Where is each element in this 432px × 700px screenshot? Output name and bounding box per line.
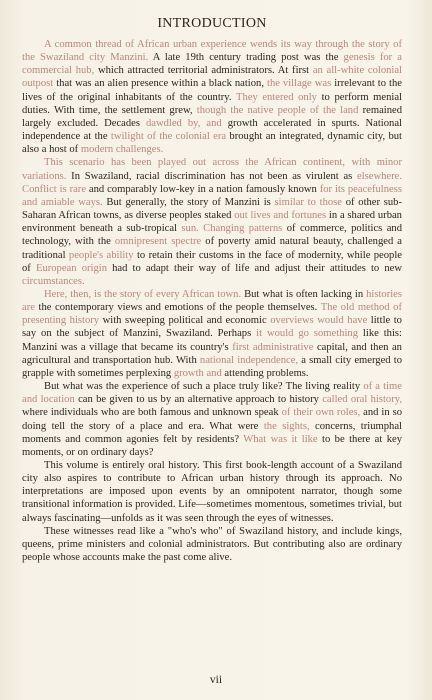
- text-segment: concerns, triumphal moments and common agonies felt by residents?: [22, 420, 402, 445]
- text-segment: In Swaziland, racial discrimination has not been as virulent as: [66, 170, 357, 182]
- faded-text-segment: European origin: [35, 262, 107, 274]
- faded-text-segment: histories are: [22, 288, 402, 314]
- text-segment: which attracted territorial administrators. At first: [94, 65, 313, 77]
- faded-text-segment: an all-white colonial outpost: [22, 65, 403, 90]
- text-segment: irrelevant to the lives of the original inhabitants of the country.: [22, 78, 402, 103]
- text-segment: to retain their customs in the face of modernity, while people of: [22, 249, 402, 274]
- faded-text-segment: A common thread of African urban experience wends its way through the story of the Swaziland city Manzini.: [22, 39, 402, 64]
- page-title: INTRODUCTION: [157, 16, 267, 31]
- faded-text-segment: of their own roles,: [281, 407, 361, 419]
- faded-text-segment: similar to those: [274, 196, 342, 208]
- faded-text-segment: What was it like: [243, 433, 318, 445]
- text-segment: that was an alien presence within a black nation,: [53, 78, 267, 90]
- paragraph: [22, 38, 402, 156]
- text-segment: These witnesses read like a "who's who" of Swaziland history, and include kings, queens, prime ministers and colonial administrators. But contributing also are ordinary people whose accounts make the past come alive.: [22, 525, 402, 564]
- faded-text-segment: it would go something: [256, 328, 359, 340]
- text-segment: the contemporary views and emotions of the people themselves.: [34, 302, 321, 314]
- faded-text-segment: out lives and fortunes: [234, 210, 327, 222]
- text-segment: a small city emerged to grapple with sometimes perplexing: [22, 354, 403, 379]
- text-segment: growth accelerated in spurts. National independence at the: [22, 117, 402, 143]
- faded-text-segment: circumstances.: [22, 275, 85, 287]
- text-segment: remained largely excluded. Decades: [22, 104, 403, 129]
- text-segment: to be there at key moments, or on ordinary days?: [22, 433, 402, 458]
- paragraph: [22, 156, 402, 288]
- paragraph: [22, 525, 402, 564]
- faded-text-segment: for its peacefulness and amiable ways.: [22, 183, 402, 208]
- page-number: vii: [209, 674, 223, 686]
- body-text: [22, 38, 402, 564]
- text-segment: little to say on the subject of Manzini, Swaziland. Perhaps: [22, 315, 402, 340]
- faded-text-segment: people's ability: [68, 249, 134, 261]
- faded-text-segment: This scenario has been played out across the African continent, with minor variations.: [22, 157, 402, 182]
- text-segment: attending problems.: [221, 367, 309, 379]
- text-segment: But what is often lacking in: [241, 288, 367, 300]
- faded-text-segment: omnipresent spectre: [114, 236, 202, 248]
- faded-text-segment: the village was: [267, 78, 332, 90]
- paragraph: [22, 288, 402, 380]
- text-segment: to perform menial duties. With time, the settlement grew,: [22, 91, 402, 116]
- text-segment: But generally, the story of Manzini is: [102, 196, 275, 208]
- faded-text-segment: national independence,: [199, 354, 299, 366]
- text-segment: of commerce, politics and technology, with the: [22, 223, 402, 248]
- text-segment: capital, and then an agricultural and transportation hub. With: [22, 341, 402, 366]
- text-segment: of poverty amid natural beauty, challenged a traditional: [22, 236, 402, 261]
- faded-text-segment: twilight of the colonial era: [110, 131, 227, 143]
- faded-text-segment: They entered only: [235, 91, 317, 103]
- text-segment: in a shared urban environment beneath a sub-tropical: [22, 210, 402, 235]
- text-segment: with sweeping political and economic: [99, 315, 271, 327]
- faded-text-segment: dawdled by, and: [145, 117, 222, 129]
- text-segment: and in so doing tell the story of a place and era. What were: [22, 407, 403, 432]
- text-segment: But what was the experience of such a place truly like? The living reality: [44, 381, 364, 393]
- paragraph: [22, 380, 402, 459]
- text-segment: and comparably low-key in a nation famously known: [86, 183, 320, 195]
- text-segment: can be given to us by an alternative approach to history: [74, 394, 323, 406]
- faded-text-segment: Here, then, is the story of every African town.: [44, 288, 242, 300]
- faded-text-segment: though the native people of the land: [196, 104, 359, 116]
- faded-text-segment: overviews would have: [270, 315, 368, 327]
- text-segment: where individuals who are both famous and unknown speak: [22, 407, 282, 419]
- faded-text-segment: called oral history,: [322, 394, 402, 406]
- faded-text-segment: the sights,: [263, 420, 310, 432]
- faded-text-segment: first administrative: [232, 341, 314, 353]
- faded-text-segment: The old method of presenting history: [22, 302, 402, 327]
- faded-text-segment: of a time and location: [22, 381, 402, 406]
- text-segment: This volume is entirely oral history. This first book-length account of a Swaziland city also aspires to contribute to African urban history through its approach. No interpretations are imposed upon events by an omnipotent narrator, though some transitional information is provided. Life—sometimes momentous, sometimes trivial, but always fascinating—unfolds as it was seen through the eyes of witnesses.: [22, 460, 402, 524]
- faded-text-segment: genesis for a commercial hub,: [22, 52, 402, 77]
- faded-text-segment: sun. Changing patterns: [181, 223, 283, 235]
- paragraph: [22, 459, 402, 525]
- faded-text-segment: modern challenges.: [80, 144, 164, 156]
- text-segment: had to adapt their way of life and adjust their attitudes to new: [107, 262, 402, 274]
- text-segment: brought an integrated, dynamic city, but also a host of: [22, 131, 402, 156]
- text-segment: like this: Manzini was a village that became its country's: [22, 328, 402, 353]
- faded-text-segment: growth and: [173, 367, 222, 379]
- text-segment: A late 19th century trading post was the: [148, 52, 344, 64]
- faded-text-segment: elsewhere. Conflict is rare: [22, 170, 402, 195]
- text-segment: of other sub-Saharan African towns, as diverse peoples staked: [22, 196, 403, 222]
